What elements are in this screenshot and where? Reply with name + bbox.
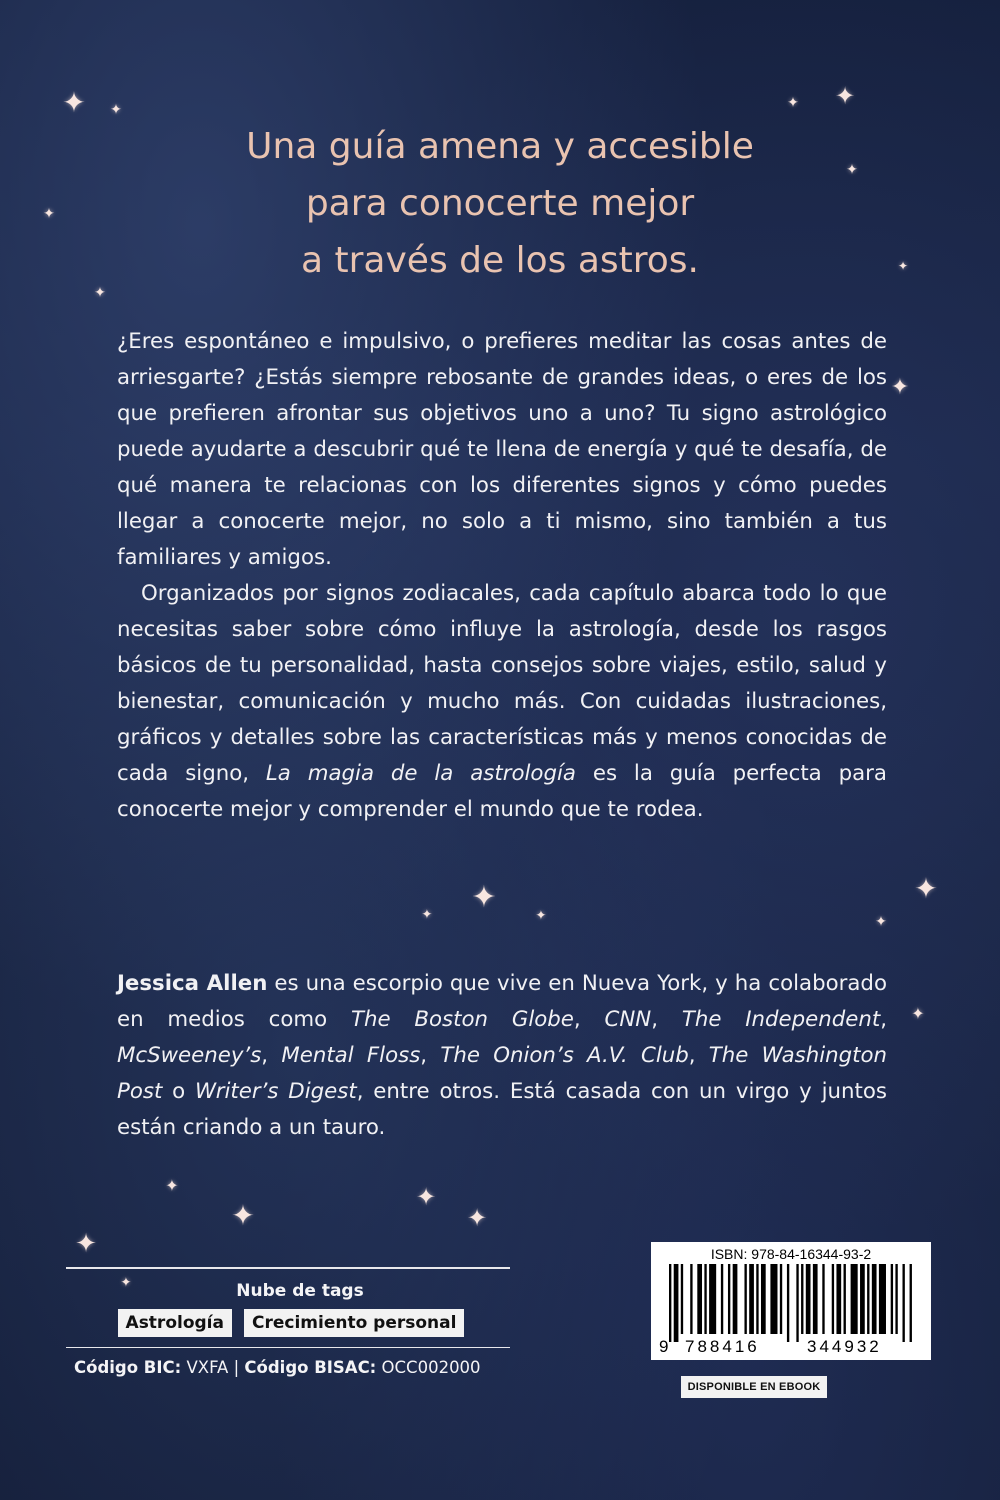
- bio-text: , entre otros. Está casada con un virgo y juntos están criando a un tauro.: [117, 1079, 887, 1140]
- star-icon: ✦: [43, 206, 55, 222]
- star-icon: ✦: [890, 375, 910, 400]
- isbn-label: ISBN: 978-84-16344-93-2: [710, 1246, 872, 1262]
- description-paragraph: ¿Eres espontáneo e impulsivo, o prefieres meditar las cosas antes de arriesgarte? ¿Estás siempre rebosante de grandes ideas, o eres de los que prefieren afrontar sus objetivos uno a uno? Tu signo astrológico puede ayudarte a descubrir qué te llena de energía y qué te desafía, de qué manera te relacionas con los diferentes signos y cómo puedes llegar a conocerte mejor, no solo a ti mismo, sino también a tus familiares y amigos.: [117, 329, 887, 570]
- star-icon: ✦: [787, 95, 799, 111]
- bio-text: ,: [688, 1043, 709, 1068]
- star-icon: ✦: [914, 872, 938, 905]
- barcode-bar: [813, 1264, 818, 1334]
- tags-list: [66, 1309, 510, 1337]
- bio-text: es una escorpio que vive en Nueva York, y ha colaborado en medios como: [117, 971, 887, 1032]
- barcode-bar: [860, 1264, 865, 1334]
- barcode-bar: [780, 1264, 782, 1334]
- barcode-digits-left: 788416: [685, 1337, 760, 1356]
- barcode-bar: [801, 1264, 803, 1334]
- barcode-bar: [756, 1264, 758, 1334]
- barcode-bar: [770, 1264, 777, 1334]
- media-name: The Onion’s A.V. Club: [440, 1043, 689, 1068]
- tags-title: Nube de tags: [236, 1280, 364, 1301]
- barcode-bar: [844, 1264, 846, 1334]
- barcode-bar: [895, 1264, 897, 1334]
- barcode-bar: [704, 1264, 706, 1334]
- bio-text: ,: [880, 1007, 888, 1032]
- headline-line: para conocerte mejor: [305, 183, 695, 224]
- barcode-bars: [669, 1264, 919, 1342]
- barcode-digits-right: 344932: [807, 1337, 882, 1356]
- bio-text: ,: [651, 1007, 682, 1032]
- bic-label: Código BIC:: [74, 1358, 182, 1377]
- headline-line: a través de los astros.: [301, 240, 699, 281]
- media-name: McSweeney’s: [117, 1043, 262, 1068]
- barcode-bar: [709, 1264, 716, 1334]
- bio-text: o: [162, 1079, 196, 1104]
- barcode-bar: [832, 1264, 834, 1334]
- headline-line: Una guía amena y accesible: [246, 126, 754, 167]
- star-icon: ✦: [471, 880, 497, 915]
- star-icon: ✦: [421, 907, 433, 923]
- barcode-bar: [721, 1264, 723, 1334]
- barcode-bar: [749, 1264, 754, 1334]
- star-icon: ✦: [466, 1204, 488, 1232]
- star-icon: ✦: [897, 259, 909, 273]
- barcode-bar: [744, 1264, 746, 1334]
- barcode-bar: [867, 1264, 869, 1334]
- barcode-bar: [891, 1264, 893, 1334]
- headline: [0, 118, 1000, 289]
- barcode-bar: [796, 1264, 798, 1342]
- star-icon: ✦: [834, 82, 856, 110]
- barcode-digit-first: 9: [659, 1337, 669, 1356]
- barcode-bar: [822, 1264, 824, 1334]
- star-icon: ✦: [75, 1229, 97, 1259]
- barcode-bar: [836, 1264, 841, 1334]
- star-icon: ✦: [415, 1183, 437, 1211]
- star-icon: ✦: [110, 102, 122, 118]
- author-name: Jessica Allen: [117, 971, 268, 996]
- barcode-bar: [674, 1264, 679, 1342]
- barcode: [651, 1242, 931, 1360]
- book-description: [117, 324, 887, 828]
- tag-crecimiento-personal: Crecimiento personal: [244, 1309, 464, 1337]
- media-name: The Boston Globe: [350, 1007, 574, 1032]
- barcode-bar: [728, 1264, 730, 1334]
- barcode-bar: [681, 1264, 683, 1334]
- barcode-bar: [761, 1264, 766, 1334]
- star-icon: ✦: [846, 162, 858, 178]
- star-icon: ✦: [165, 1176, 179, 1195]
- star-icon: ✦: [911, 1004, 925, 1023]
- bio-text: ,: [261, 1043, 282, 1068]
- barcode-bar: [787, 1264, 789, 1342]
- barcode-bar: [910, 1264, 912, 1342]
- tag-astrologia: Astrología: [118, 1309, 232, 1337]
- description-text: Organizados por signos zodiacales, cada capítulo abarca todo lo que necesitas saber sobre cómo influye la astrología, desde los rasgos básicos de tu personalidad, hasta consejos sobre viajes, estilo, salud y bienestar, comunicación y mucho más. Con cuidadas ilustraciones, gráficos y detalles sobre las características más y menos conocidas de cada signo,: [117, 581, 887, 786]
- divider: [66, 1267, 510, 1269]
- star-icon: ✦: [231, 1199, 255, 1232]
- barcode-bar: [733, 1264, 738, 1334]
- divider: [66, 1347, 510, 1349]
- barcode-bar: [697, 1264, 702, 1334]
- barcode-bar: [902, 1264, 904, 1342]
- tags-panel: [66, 1267, 510, 1377]
- bisac-value: OCC002000: [376, 1358, 481, 1377]
- barcode-bar: [669, 1264, 671, 1342]
- description-text: es la guía perfecta para conocerte mejor y comprender el mundo que te rodea.: [117, 761, 887, 822]
- bio-text: ,: [573, 1007, 605, 1032]
- author-bio: [117, 966, 887, 1146]
- barcode-bar: [806, 1264, 811, 1334]
- star-icon: ✦: [535, 908, 547, 924]
- bio-paragraph: [117, 966, 887, 1146]
- barcode-bar: [872, 1264, 877, 1334]
- bic-value: VXFA: [181, 1358, 229, 1377]
- media-name: CNN: [604, 1007, 652, 1032]
- book-title: La magia de la astrología: [265, 761, 576, 786]
- star-icon: ✦: [120, 1275, 132, 1291]
- media-name: Writer’s Digest: [195, 1079, 357, 1104]
- description-paragraph: [117, 576, 887, 828]
- media-name: Mental Floss: [281, 1043, 421, 1068]
- bisac-label: Código BISAC:: [244, 1358, 377, 1377]
- media-name: The Washington Post: [117, 1043, 888, 1104]
- ebook-badge: DISPONIBLE EN EBOOK: [681, 1376, 827, 1398]
- star-icon: ✦: [62, 86, 86, 119]
- media-name: The Independent: [681, 1007, 881, 1032]
- barcode-bar: [879, 1264, 886, 1334]
- barcode-bar: [690, 1264, 692, 1334]
- star-icon: ✦: [875, 914, 887, 930]
- star-icon: ✦: [94, 285, 106, 301]
- classification-codes: [66, 1358, 510, 1377]
- barcode-bar: [851, 1264, 858, 1334]
- bio-text: ,: [420, 1043, 441, 1068]
- code-separator: |: [228, 1358, 245, 1377]
